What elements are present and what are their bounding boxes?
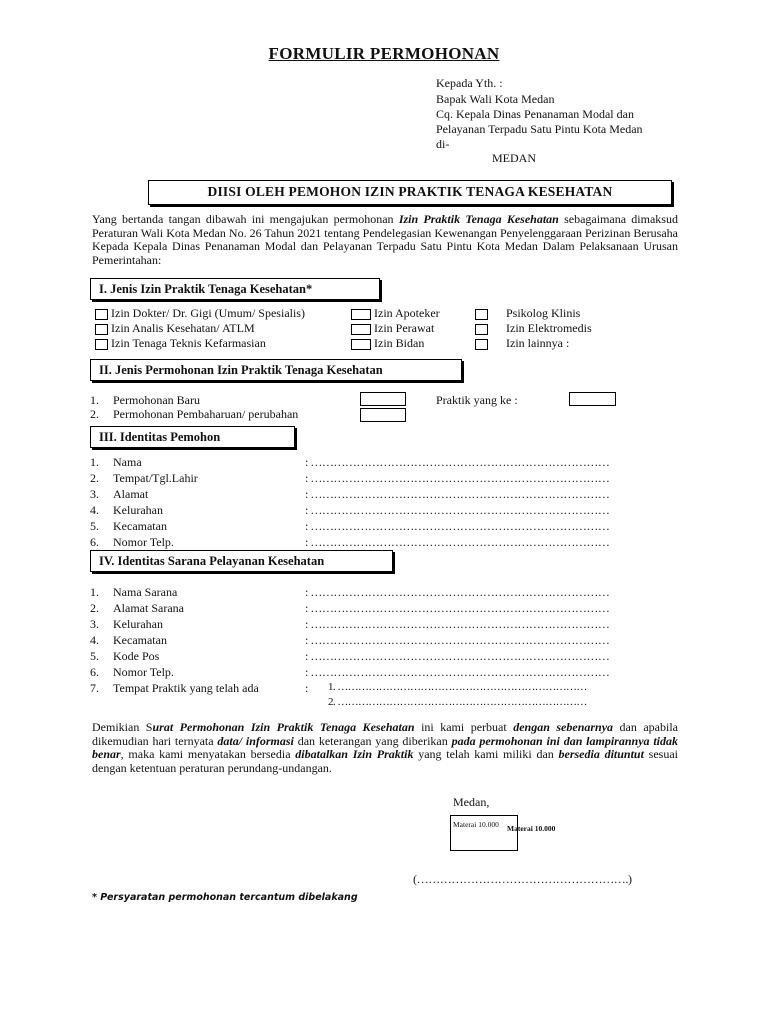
closing-text: sesuai dengan ketentuan peraturan perundang-undangan. (92, 747, 678, 775)
closing-emphasis: dengan sebenarnya (513, 720, 614, 734)
list-number: 7. (90, 681, 99, 695)
closing-emphasis: urat Permohonan Izin Praktik Tenaga Kesehatan (152, 720, 415, 734)
field-label: Kelurahan (113, 617, 163, 631)
list-number: 1. (90, 455, 99, 469)
list-number: 2. (90, 471, 99, 485)
footnote: * Persyaratan permohonan tercantum dibelakang (92, 892, 358, 903)
facility-phone-field[interactable]: : …………………………………………………………………… (305, 665, 610, 679)
kecamatan-field[interactable]: : …………………………………………………………………… (305, 519, 610, 533)
checkbox[interactable] (95, 324, 108, 335)
option-label: Izin Bidan (374, 336, 425, 350)
closing-text: Demikian S (92, 720, 153, 734)
field-label: Kecamatan (113, 633, 167, 647)
closing-emphasis: dibatalkan Izin Praktik (295, 747, 414, 761)
checkbox[interactable] (351, 339, 371, 350)
list-number: 4. (90, 503, 99, 517)
address-city: MEDAN (492, 151, 536, 165)
field-label: Nama Sarana (113, 585, 178, 599)
address-line: Pelayanan Terpadu Satu Pintu Kota Medan (436, 122, 643, 136)
option-label: Izin Tenaga Teknis Kefarmasian (111, 336, 266, 350)
address-field[interactable]: : …………………………………………………………………… (305, 487, 610, 501)
permit-option[interactable] (475, 321, 592, 335)
stamp-label: Materai 10.000 (453, 820, 499, 829)
list-number: 5. (90, 519, 99, 533)
facility-kecamatan-field[interactable]: : …………………………………………………………………… (305, 633, 610, 647)
form-title: FORMULIR PERMOHONAN (268, 44, 500, 63)
intro-paragraph (92, 213, 678, 267)
permit-option[interactable] (95, 321, 255, 335)
existing-practice-2[interactable]: 2. ……………………………………………………………… (328, 696, 587, 708)
renewal-request-box[interactable] (360, 408, 406, 422)
field-label: Tempat Praktik yang telah ada (113, 681, 259, 695)
praktik-ke-label: Praktik yang ke : (436, 393, 518, 407)
option-label: Izin Perawat (374, 321, 435, 335)
option-label: Izin Apoteker (374, 306, 440, 320)
option-label: Izin lainnya : (506, 336, 570, 350)
list-number: 6. (90, 665, 99, 679)
option-label: Izin Analis Kesehatan/ ATLM (111, 321, 255, 335)
field-label: Kode Pos (113, 649, 160, 663)
intro-text: sebagaimana dimaksud Peraturan Wali Kota Medan No. 26 Tahun 2021 tentang Pendelegasian Kewenangan Penyelenggaraan Perizinan Berusaha Kepada Kepala Dinas Penanaman Modal dan Pelayanan Terpadu Satu Pintu Kota Medan Dalam Pelaksanaan Urusan Pemerintahan: (92, 212, 678, 267)
postal-code-field[interactable]: : …………………………………………………………………… (305, 649, 610, 663)
section-4-header: IV. Identitas Sarana Pelayanan Kesehatan (90, 550, 393, 572)
checkbox[interactable] (475, 309, 488, 320)
option-label: Psikolog Klinis (506, 306, 581, 320)
checkbox[interactable] (351, 324, 371, 335)
closing-text: , maka kami menyatakan bersedia (120, 747, 296, 761)
permit-option[interactable] (351, 306, 440, 320)
existing-practice-1[interactable]: 1. ……………………………………………………………… (328, 681, 587, 693)
field-label: Tempat/Tgl.Lahir (113, 471, 198, 485)
field-label: Nomor Telp. (113, 535, 174, 549)
facility-name-field[interactable]: : …………………………………………………………………… (305, 585, 610, 599)
section-2-header: II. Jenis Permohonan Izin Praktik Tenaga Kesehatan (90, 359, 462, 381)
field-label: Kelurahan (113, 503, 163, 517)
name-field[interactable]: : …………………………………………………………………… (305, 455, 610, 469)
closing-paragraph (92, 721, 678, 775)
closing-text: yang telah kami miliki dan (413, 747, 559, 761)
field-label: Alamat Sarana (113, 601, 184, 615)
phone-field[interactable]: : …………………………………………………………………… (305, 535, 610, 549)
section-3-header: III. Identitas Pemohon (90, 426, 295, 448)
option-label: Izin Dokter/ Dr. Gigi (Umum/ Spesialis) (111, 306, 305, 320)
field-label: Nama (113, 455, 142, 469)
list-number: 6. (90, 535, 99, 549)
list-number: 3. (90, 617, 99, 631)
list-number: 1. (90, 393, 99, 407)
permit-option[interactable] (351, 336, 424, 350)
facility-kelurahan-field[interactable]: : …………………………………………………………………… (305, 617, 610, 631)
praktik-ke-box[interactable] (569, 392, 616, 406)
list-number: 2. (90, 601, 99, 615)
permit-option[interactable] (95, 306, 305, 320)
list-number: 3. (90, 487, 99, 501)
address-line: di- (436, 137, 450, 151)
checkbox[interactable] (95, 309, 108, 320)
new-request-box[interactable] (360, 392, 406, 406)
stamp-label-bold: Materai 10.000 (507, 824, 556, 833)
colon: : (305, 681, 309, 695)
closing-emphasis: pada permohonan ini dan lampirannya tidak benar (92, 733, 679, 761)
signature-place: Medan, (453, 795, 490, 809)
permit-option[interactable] (475, 306, 580, 320)
closing-text: dan keterangan yang diberikan (293, 733, 452, 748)
birth-field[interactable]: : …………………………………………………………………… (305, 471, 610, 485)
list-number: 1. (90, 585, 99, 599)
address-line: Bapak Wali Kota Medan (436, 92, 555, 106)
field-label: Alamat (113, 487, 149, 501)
checkbox[interactable] (351, 309, 371, 320)
signature-name-line[interactable]: (……………………………………………….) (413, 872, 632, 886)
closing-emphasis: bersedia dituntut (558, 747, 644, 761)
permit-option[interactable] (475, 336, 569, 350)
permit-option[interactable] (351, 321, 434, 335)
kelurahan-field[interactable]: : …………………………………………………………………… (305, 503, 610, 517)
closing-text: dan apabila dikemudian hari ternyata (92, 720, 679, 748)
applicant-banner: DIISI OLEH PEMOHON IZIN PRAKTIK TENAGA KESEHATAN (148, 180, 672, 205)
request-type-label: Permohonan Pembaharuan/ perubahan (113, 407, 299, 421)
option-label: Izin Elektromedis (506, 321, 592, 335)
address-line: Kepada Yth. : (436, 76, 503, 90)
request-type-label: Permohonan Baru (113, 393, 200, 407)
facility-address-field[interactable]: : …………………………………………………………………… (305, 601, 610, 615)
list-number: 4. (90, 633, 99, 647)
closing-emphasis: data/ informasi (217, 733, 294, 748)
intro-text: Yang bertanda tangan dibawah ini mengajukan permohonan (92, 212, 399, 226)
address-line: Cq. Kepala Dinas Penanaman Modal dan (436, 107, 634, 121)
checkbox[interactable] (475, 324, 488, 335)
list-number: 2. (90, 407, 99, 421)
section-1-header: I. Jenis Izin Praktik Tenaga Kesehatan* (90, 278, 380, 300)
field-label: Kecamatan (113, 519, 167, 533)
permit-option[interactable] (95, 336, 266, 350)
field-label: Nomor Telp. (113, 665, 174, 679)
checkbox[interactable] (95, 339, 108, 350)
closing-text: ini kami perbuat (414, 720, 514, 734)
checkbox[interactable] (475, 339, 488, 350)
intro-emphasis: Izin Praktik Tenaga Kesehatan (398, 212, 559, 226)
list-number: 5. (90, 649, 99, 663)
